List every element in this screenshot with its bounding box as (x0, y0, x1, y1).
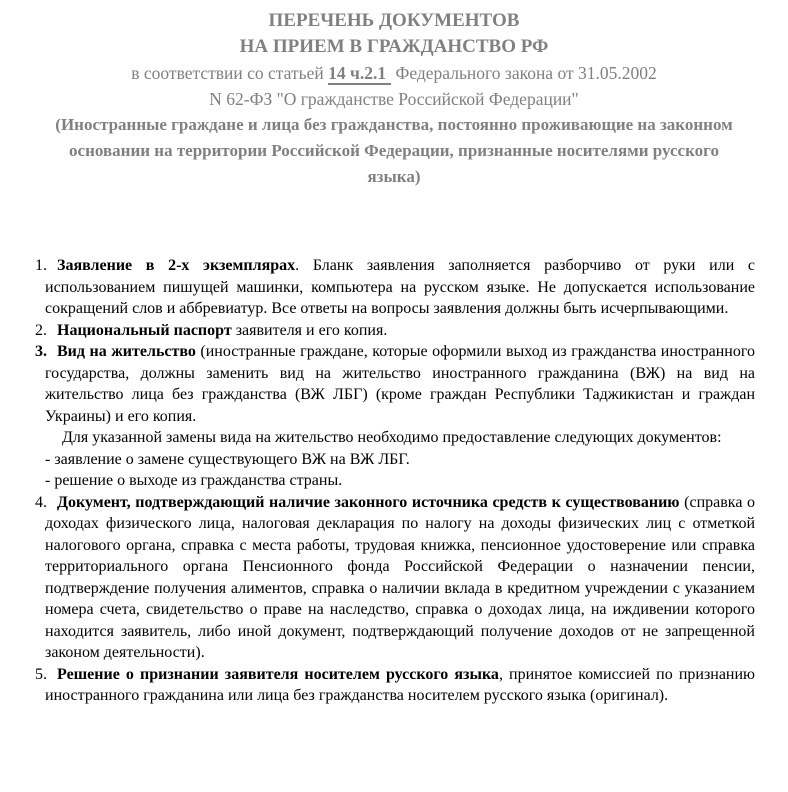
item-title: Документ, подтверждающий наличие законного источника средств к существованию (57, 493, 680, 511)
item-text: . Бланк заявления заполняется разборчиво от руки или с использованием пишущей машинки, компьютера на русском языке. Не допускается использование сокращений слов и аббревиатур. Все ответы на вопросы заявления должны быть исчерпывающими. (45, 257, 756, 317)
document-title-line1: ПЕРЕЧЕНЬ ДОКУМЕНТОВ (268, 10, 520, 31)
item-paragraph (45, 320, 755, 342)
dash-sub-item: - решение о выходе из гражданства страны. (45, 472, 343, 489)
list-item (35, 255, 756, 320)
list-item (35, 341, 756, 492)
item-paragraph (45, 341, 755, 427)
item-number: 2. (35, 321, 47, 339)
document-title-line2: НА ПРИЕМ В ГРАЖДАНСТВО РФ (239, 36, 549, 57)
dash-sub-item: - заявление о замене существующего ВЖ на ВЖ ЛБГ. (45, 450, 410, 468)
law-line-suffix: Федерального закона от 31.05.2002 (391, 63, 657, 83)
list-item (35, 492, 756, 664)
item-paragraph (45, 664, 755, 707)
item-number: 5. (35, 665, 47, 683)
item-text: заявителя и его копия. (231, 321, 388, 339)
document-list (0, 255, 788, 707)
law-number-line: N 62-ФЗ "О гражданстве Российской Федерации" (209, 89, 579, 109)
list-item (35, 664, 756, 707)
item-sub-paragraph: Для указанной замены вида на жительство необходимо предоставление следующих документов: (62, 429, 722, 446)
item-text: , принятое комиссией по признанию иностранного гражданина или лица без гражданства носителем русского языка (оригинал). (45, 665, 756, 704)
item-title: Заявление в 2-х экземплярах (57, 257, 296, 274)
item-title: Вид на жительство (57, 343, 196, 360)
document-header (0, 0, 788, 190)
item-number: 1. (35, 257, 47, 274)
law-line-prefix: в соответствии со статьей (131, 63, 329, 83)
list-item (35, 320, 755, 342)
item-title: Национальный паспорт (57, 321, 232, 339)
item-title: Решение о признании заявителя носителем русского языка (57, 665, 499, 683)
item-number: 4. (35, 493, 47, 511)
applicability-note: (Иностранные граждане и лица без гражданства, постоянно проживающие на законном основании на территории Российской Федерации, признанные носителями русского языка) (55, 115, 733, 186)
item-number: 3. (35, 343, 47, 360)
article-reference: 14 ч.2.1 (328, 63, 391, 85)
item-text: (иностранные граждане, которые оформили выход из гражданства иностранного государства, должны заменить вид на жительство иностранного гражданина (ВЖ) на вид на жительство лица без гражданства (ВЖ ЛБГ) (кроме граждан Республики Таджикистан и граждан Украины) и его копия. (45, 343, 756, 425)
item-paragraph (45, 492, 755, 664)
item-text: (справка о доходах физического лица, налоговая декларация по налогу на доходы физических лиц с отметкой налогового органа, справка с места работы, трудовая книжка, пенсионное удостоверение или справка территориального органа Пенсионного фонда Российской Федерации о назначении пенсии, подтверждение получения алиментов, справка о наличии вклада в кредитном учреждении с указанием номера счета, свидетельство о праве на наследство, справка о доходах лица, на иждивении которого находится заявитель, либо иной документ, подтверждающий получение доходов от не запрещенной законом деятельности). (45, 493, 756, 661)
law-reference-line (0, 60, 788, 86)
item-paragraph (45, 255, 755, 320)
